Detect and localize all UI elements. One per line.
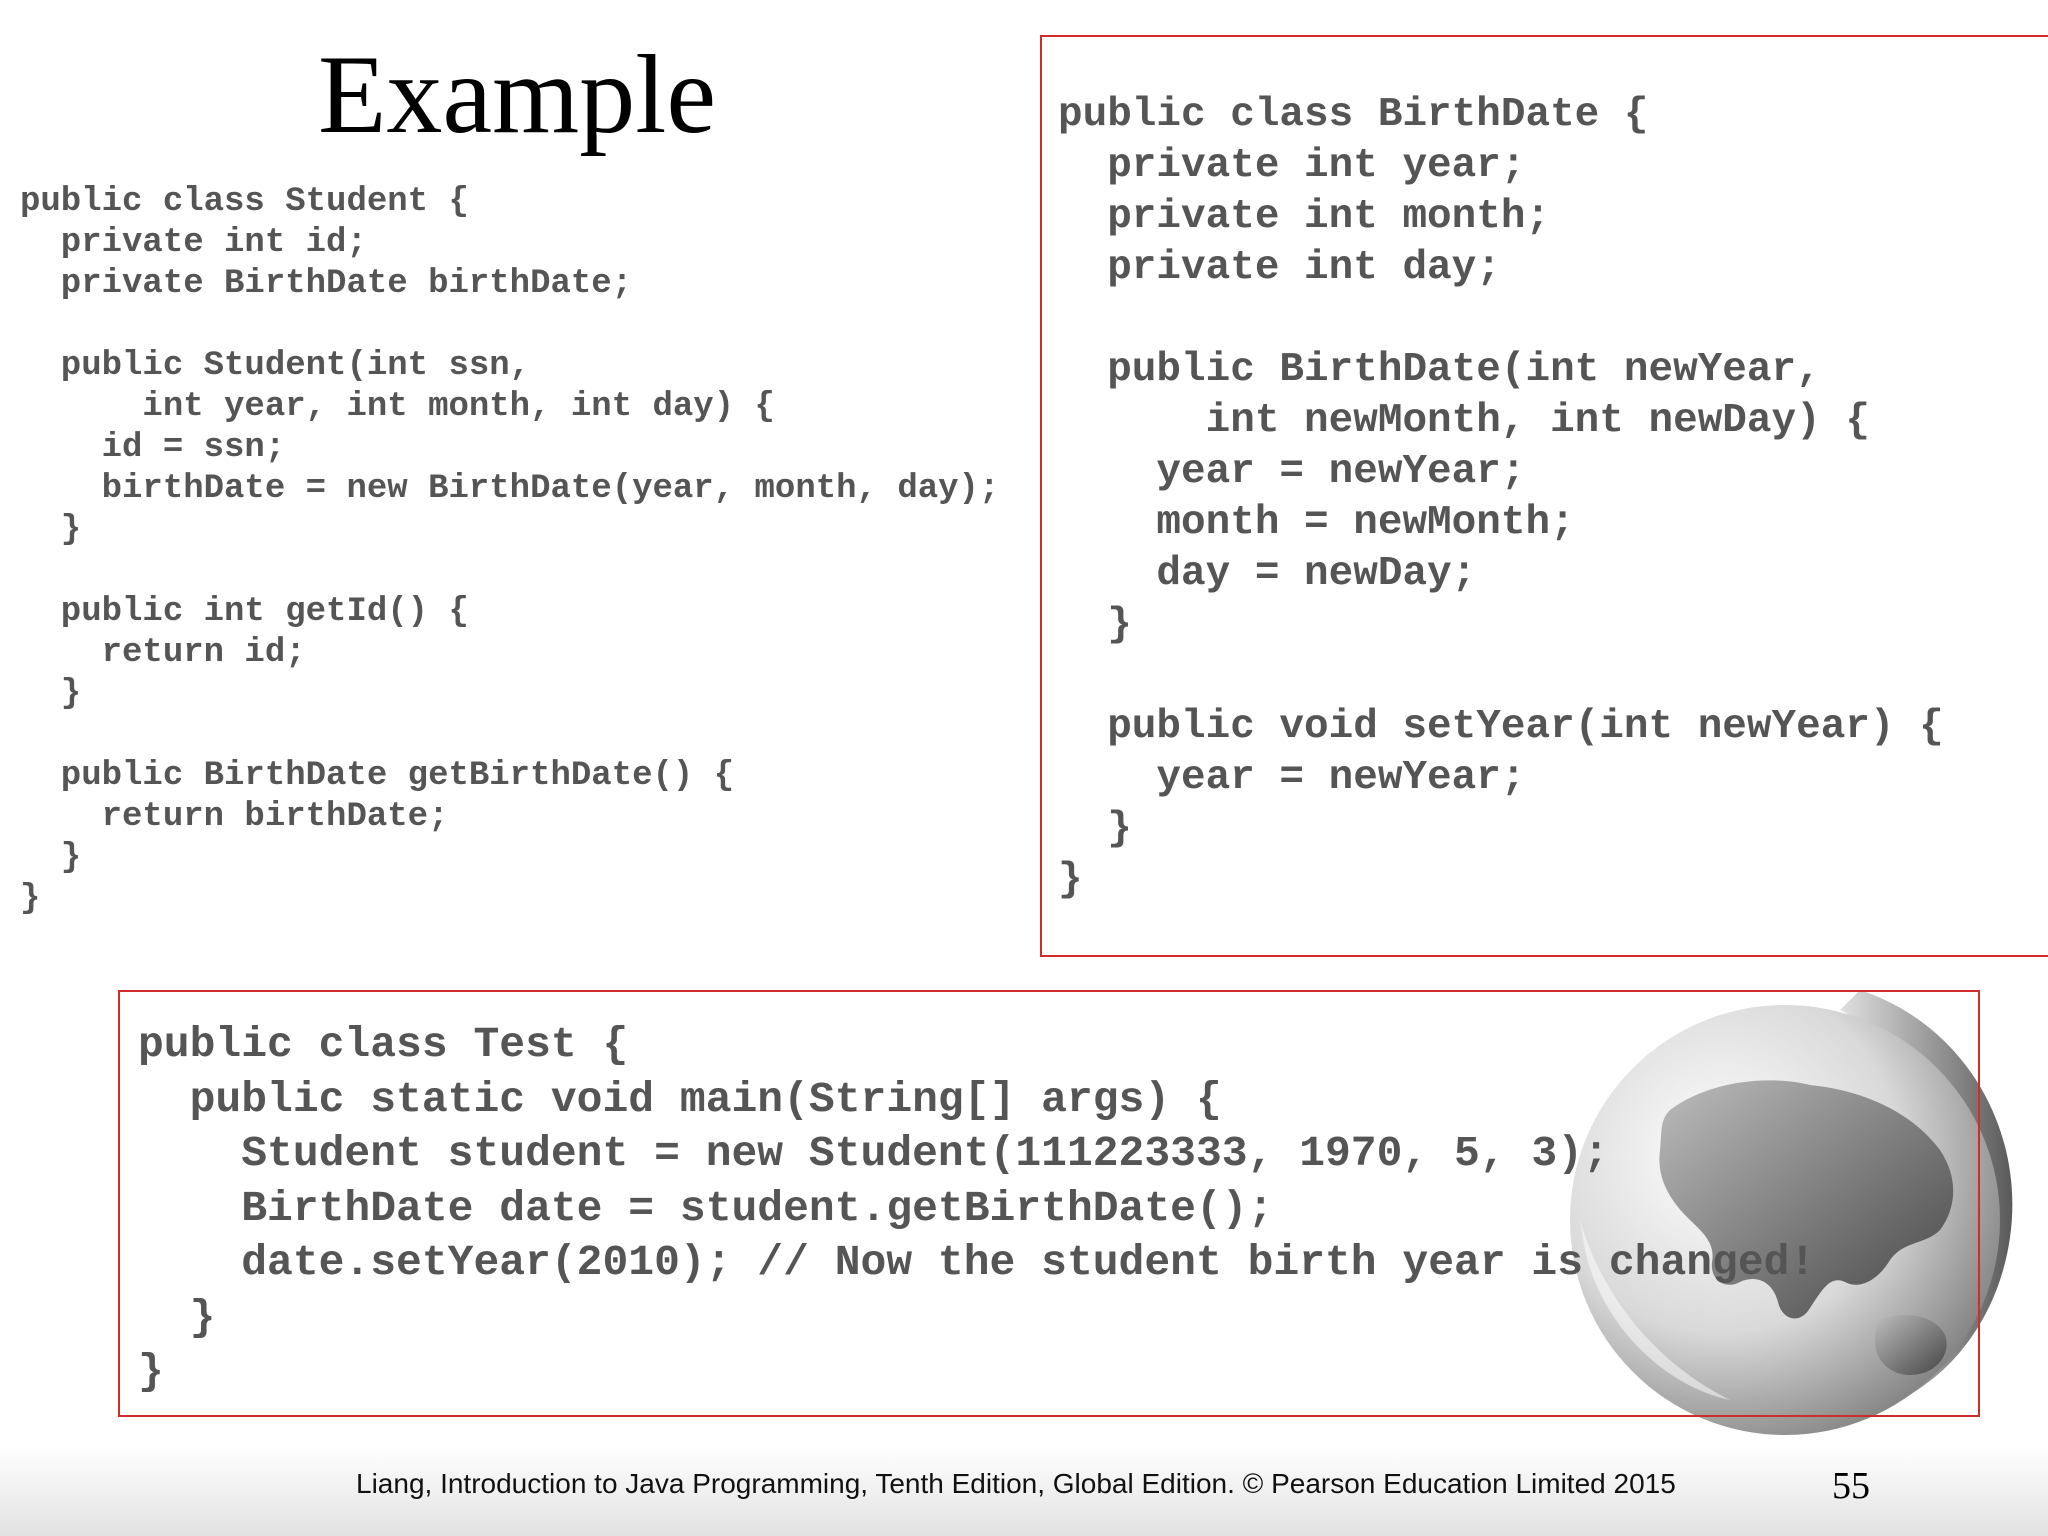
code-line: public class Test { (138, 1020, 629, 1069)
code-line: public Student(int ssn, (20, 347, 531, 385)
slide-title: Example (318, 33, 717, 157)
code-line: day = newDay; (1058, 551, 1477, 597)
code-line: } (138, 1292, 216, 1342)
code-line: public void setYear(int newYear) { (1058, 704, 1944, 750)
code-line: } (20, 511, 82, 549)
test-class-code (138, 1018, 1815, 1400)
code-line: public BirthDate getBirthDate() { (20, 757, 735, 795)
code-line: public class BirthDate { (1058, 92, 1649, 138)
code-line: month = newMonth; (1058, 500, 1575, 546)
code-line (1058, 651, 1944, 702)
page-number: 55 (1832, 1465, 1870, 1507)
code-line: Student student = new Student(111223333, 1970, 5, 3); (138, 1129, 1609, 1178)
code-line: private int year; (1058, 143, 1526, 189)
birthdate-class-code (1058, 90, 1944, 906)
code-line: int newMonth, int newDay) { (1058, 398, 1870, 444)
copyright-footer: Liang, Introduction to Java Programming, Tenth Edition, Global Edition. © Pearson Education Limited 2015 (356, 1468, 1676, 1499)
code-line: year = newYear; (1058, 755, 1526, 801)
code-line: private int day; (1058, 245, 1501, 291)
code-line: birthDate = new BirthDate(year, month, day); (20, 470, 1000, 508)
code-line: year = newYear; (1058, 449, 1526, 495)
code-line: BirthDate date = student.getBirthDate(); (138, 1183, 1274, 1233)
code-line: return birthDate; (20, 798, 449, 836)
code-line: } (138, 1347, 164, 1396)
student-class-code (20, 182, 999, 920)
code-line: return id; (20, 634, 306, 672)
code-line: public int getId() { (20, 593, 469, 631)
code-line: private int id; (20, 224, 367, 262)
code-line: public class Student { (20, 183, 469, 221)
code-line (20, 305, 999, 346)
code-line: } (1058, 602, 1132, 648)
code-line: } (1058, 806, 1132, 852)
code-line: private int month; (1058, 194, 1551, 240)
code-line: public static void main(String[] args) { (138, 1074, 1222, 1124)
code-line (20, 715, 999, 756)
code-line: id = ssn; (20, 429, 286, 467)
code-line: public BirthDate(int newYear, (1058, 347, 1821, 393)
code-line: } (20, 675, 82, 713)
code-line: } (20, 839, 82, 877)
code-line: } (20, 880, 41, 918)
code-line: } (1058, 857, 1083, 903)
code-line (1058, 294, 1944, 345)
code-line: int year, int month, int day) { (20, 388, 775, 426)
code-line (20, 551, 999, 592)
code-line: date.setYear(2010); // Now the student birth year is changed! (138, 1238, 1816, 1287)
code-line: private BirthDate birthDate; (20, 265, 633, 303)
